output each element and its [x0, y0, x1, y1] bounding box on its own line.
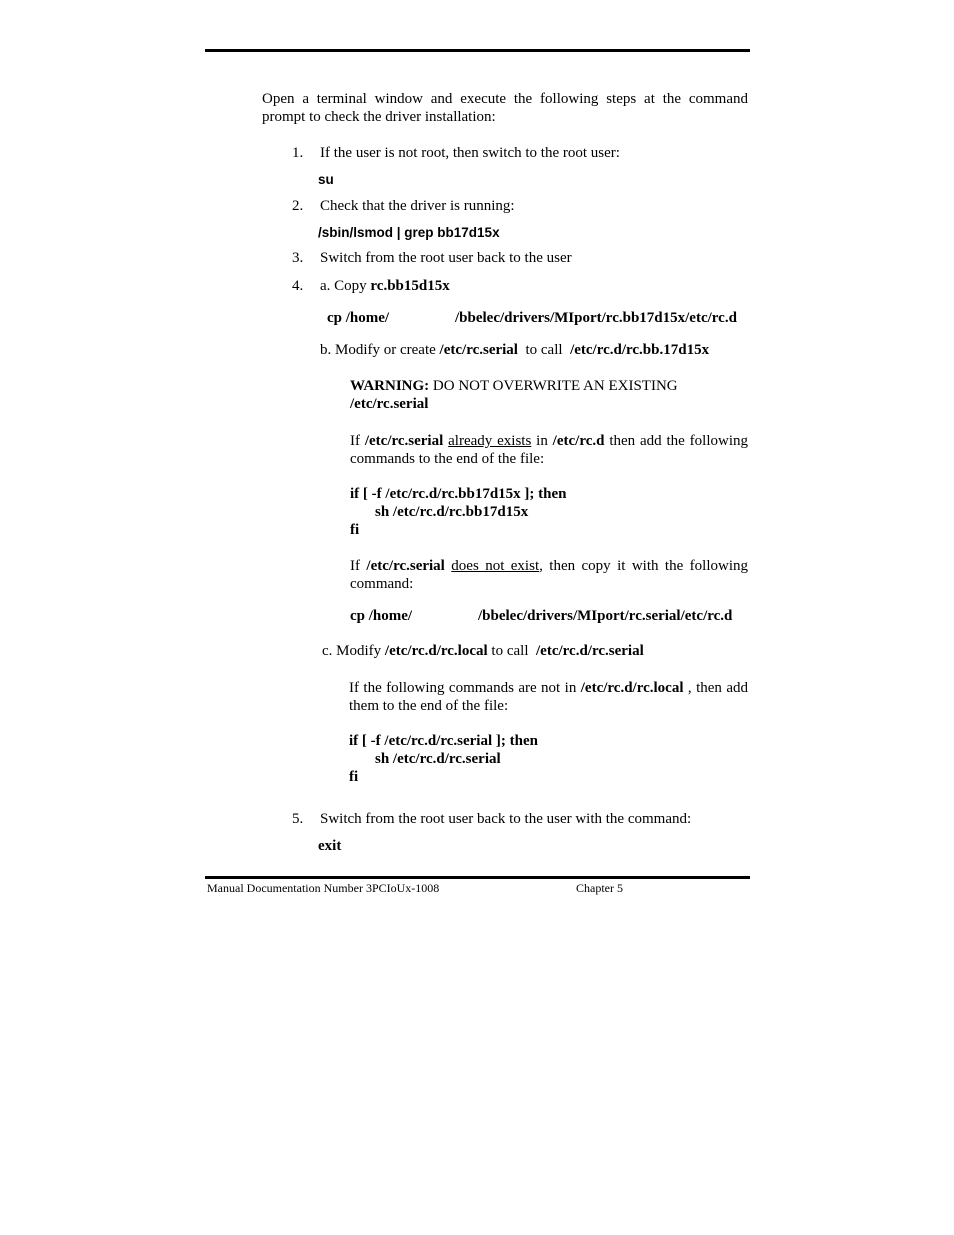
step-1-number: 1.: [292, 145, 304, 161]
step-2-text: Check that the driver is running:: [320, 198, 515, 214]
exists-rest: then add the following commands to the end of the file:: [350, 433, 749, 467]
step-4b-line: [320, 342, 709, 359]
step-4c-target: /etc/rc.d/rc.serial: [536, 643, 644, 659]
copy-command-2-left: cp /home/: [350, 608, 413, 624]
code-block-1-line-3: fi: [350, 522, 360, 538]
exists-underlined: already exists: [448, 433, 532, 449]
warning-line: [350, 378, 678, 395]
step-4a-file: rc.bb15d15x: [370, 278, 450, 294]
exists-file: /etc/rc.serial: [364, 433, 444, 449]
notexist-file: /etc/rc.serial: [366, 558, 445, 574]
notexist-underlined: does not exist: [451, 558, 540, 574]
footer-rule: [205, 876, 750, 879]
step-4b-mid: to call: [517, 342, 571, 358]
step-4c-line: [322, 643, 644, 660]
code-block-1-line-2: sh /etc/rc.d/rc.bb17d15x: [375, 504, 529, 520]
local-rest: , then add them to the end of the file:: [349, 680, 749, 714]
code-block-1-line-1: if [ -f /etc/rc.d/rc.bb17d15x ]; then: [350, 486, 567, 502]
step-4a-line: [320, 278, 450, 295]
step-4a-prefix: a. Copy: [320, 278, 371, 294]
exists-if: If: [350, 433, 365, 449]
rc-local-paragraph: [349, 679, 748, 715]
step-4-number: 4.: [292, 278, 304, 294]
step-1-command: su: [318, 172, 334, 187]
header-rule: [205, 49, 750, 52]
not-exist-paragraph: [350, 557, 748, 593]
code-block-2-line-2: sh /etc/rc.d/rc.serial: [375, 751, 501, 767]
warning-text: DO NOT OVERWRITE AN EXISTING: [429, 378, 678, 394]
step-2-number: 2.: [292, 198, 304, 214]
copy-command-1-right: /bbelec/drivers/MIport/rc.bb17d15x/etc/rc.d: [455, 310, 737, 326]
step-4b-file: /etc/rc.serial: [439, 342, 518, 358]
exists-in: in: [531, 433, 553, 449]
notexist-rest: , then copy it with the following command:: [350, 558, 749, 592]
exists-paragraph: [350, 432, 748, 468]
step-3-number: 3.: [292, 250, 304, 266]
step-5-text: Switch from the root user back to the user with the command:: [320, 811, 692, 827]
warning-label: WARNING:: [350, 378, 430, 394]
local-file: /etc/rc.d/rc.local: [580, 680, 684, 696]
step-5-command: exit: [318, 838, 342, 854]
step-1-text: If the user is not root, then switch to the root user:: [320, 145, 620, 161]
code-block-2-line-1: if [ -f /etc/rc.d/rc.serial ]; then: [349, 733, 538, 749]
footer-chapter: Chapter 5: [576, 881, 623, 895]
copy-command-1-left: cp /home/: [327, 310, 390, 326]
step-4b-prefix: b. Modify or create: [320, 342, 440, 358]
copy-command-2-right: /bbelec/drivers/MIport/rc.serial/etc/rc.d: [478, 608, 733, 624]
step-4c-prefix: c. Modify: [322, 643, 385, 659]
exists-dir: /etc/rc.d: [552, 433, 605, 449]
step-4c-file: /etc/rc.d/rc.local: [384, 643, 488, 659]
step-4c-mid: to call: [487, 643, 536, 659]
notexist-if: If: [350, 558, 367, 574]
warning-file: /etc/rc.serial: [350, 396, 429, 412]
code-block-2-line-3: fi: [349, 769, 359, 785]
intro-paragraph: Open a terminal window and execute the following steps at the command prompt to check the driver installation:: [262, 91, 748, 125]
footer-doc-number: Manual Documentation Number 3PCIoUx-1008: [207, 881, 440, 895]
step-4b-target: /etc/rc.d/rc.bb.17d15x: [570, 342, 710, 358]
step-5-number: 5.: [292, 811, 304, 827]
local-pre: If the following commands are not in: [349, 680, 581, 696]
step-2-command: /sbin/lsmod | grep bb17d15x: [318, 225, 500, 240]
step-3-text: Switch from the root user back to the user: [320, 250, 572, 266]
